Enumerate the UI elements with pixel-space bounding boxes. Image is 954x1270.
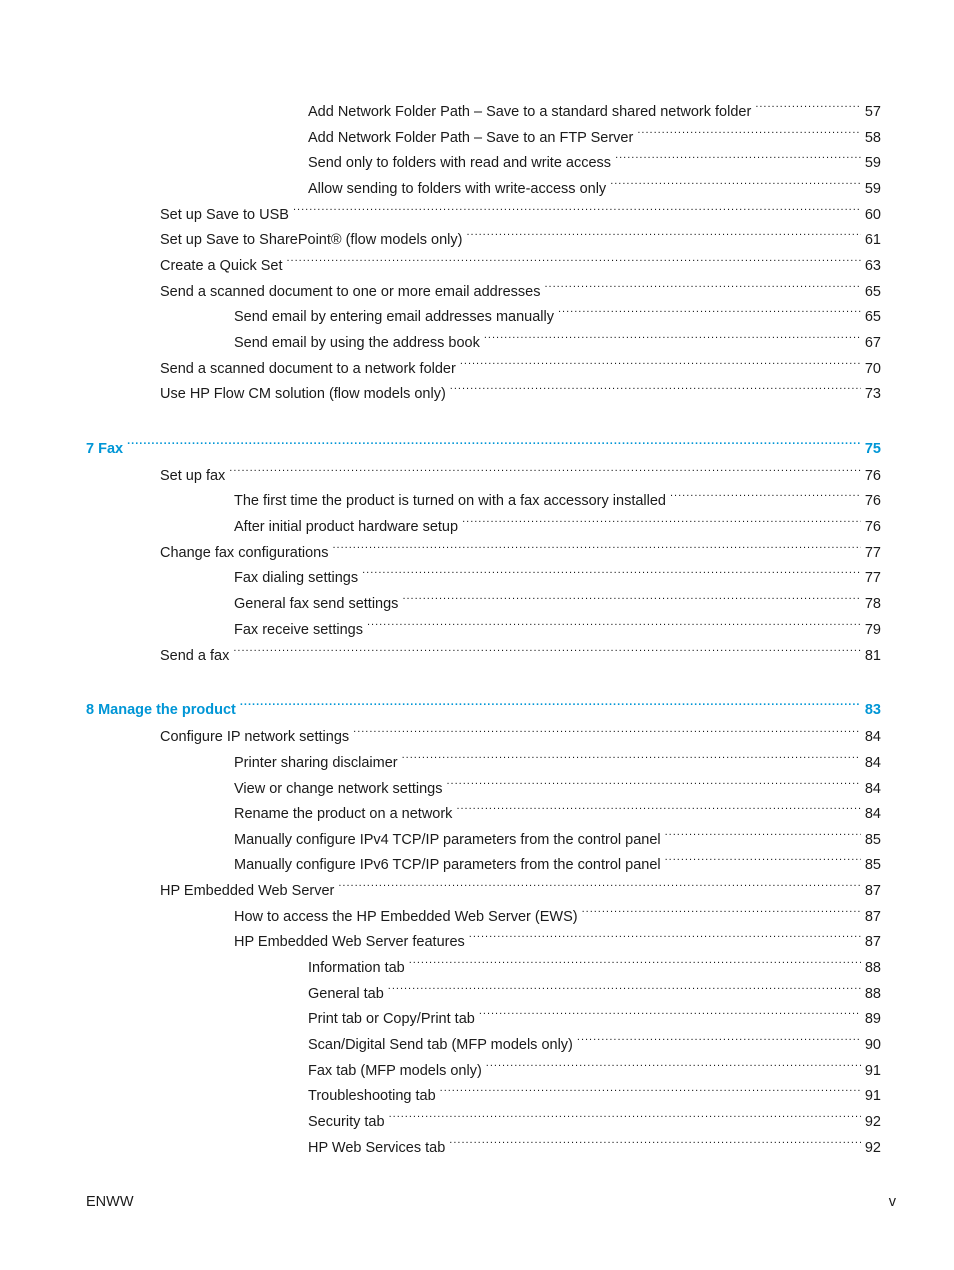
- toc-entry[interactable]: [234, 798, 881, 822]
- toc-entry-title: After initial product hardware setup: [234, 519, 459, 535]
- toc-page-number: 75: [864, 441, 881, 457]
- dot-leader: [484, 327, 861, 347]
- toc-page-number: 84: [864, 781, 881, 797]
- toc-page-number: 87: [864, 909, 881, 925]
- toc-entry-title: How to access the HP Embedded Web Server (EWS): [234, 909, 578, 925]
- dot-leader: [402, 747, 861, 767]
- toc-entry-title: Send a scanned document to a network folder: [160, 361, 456, 377]
- toc-entry[interactable]: [234, 849, 881, 873]
- dot-leader: [332, 537, 860, 557]
- toc-page-number: 67: [864, 335, 881, 351]
- dot-leader: [388, 978, 861, 998]
- toc-page-number: 79: [864, 622, 881, 638]
- toc-entry[interactable]: [160, 199, 881, 223]
- dot-leader: [450, 378, 861, 398]
- footer-page-number: v: [888, 1194, 896, 1210]
- toc-page-number: 84: [864, 755, 881, 771]
- toc-page-number: 59: [864, 155, 881, 171]
- toc-page-number: 77: [864, 545, 881, 561]
- toc-entry-title: Manually configure IPv6 TCP/IP parameters from the control panel: [234, 857, 661, 873]
- dot-leader: [755, 96, 861, 116]
- toc-chapter-entry[interactable]: [86, 694, 881, 718]
- dot-leader: [449, 1132, 861, 1152]
- toc-entry[interactable]: [308, 1055, 881, 1079]
- toc-entry-title: Printer sharing disclaimer: [234, 755, 398, 771]
- toc-entry-title: Fax tab (MFP models only): [308, 1063, 482, 1079]
- toc-page-number: 65: [864, 309, 881, 325]
- dot-leader: [233, 640, 861, 660]
- toc-entry[interactable]: [234, 773, 881, 797]
- toc-page-number: 84: [864, 729, 881, 745]
- toc-page-number: 60: [864, 207, 881, 223]
- dot-leader: [402, 588, 860, 608]
- toc-entry-title: Add Network Folder Path – Save to a standard shared network folder: [308, 104, 752, 120]
- toc-entry-title: Scan/Digital Send tab (MFP models only): [308, 1037, 573, 1053]
- toc-page-number: 91: [864, 1063, 881, 1079]
- dot-leader: [665, 824, 861, 844]
- toc-entry-title: HP Embedded Web Server features: [234, 934, 465, 950]
- dot-leader: [229, 460, 861, 480]
- toc-entry-title: Send only to folders with read and write access: [308, 155, 612, 171]
- toc-entry-title: Fax dialing settings: [234, 570, 359, 586]
- dot-leader: [362, 562, 861, 582]
- toc-entry-title: Send a scanned document to one or more email addresses: [160, 284, 541, 300]
- toc-entry[interactable]: [234, 301, 881, 325]
- toc-entry[interactable]: [234, 588, 881, 612]
- toc-entry[interactable]: [234, 824, 881, 848]
- toc-page-number: 85: [864, 857, 881, 873]
- toc-page-number: 70: [864, 361, 881, 377]
- toc-entry-title: Change fax configurations: [160, 545, 329, 561]
- dot-leader: [127, 433, 861, 453]
- toc-entry-title: Set up Save to USB: [160, 207, 289, 223]
- dot-leader: [240, 694, 861, 714]
- dot-leader: [287, 250, 861, 270]
- toc-entry[interactable]: [160, 224, 881, 248]
- dot-leader: [615, 147, 861, 167]
- toc-page-number: 58: [864, 130, 881, 146]
- toc-page-number: 91: [864, 1088, 881, 1104]
- toc-page-number: 90: [864, 1037, 881, 1053]
- toc-page-number: 76: [864, 468, 881, 484]
- toc-page-number: 61: [864, 232, 881, 248]
- toc-entry-title: Configure IP network settings: [160, 729, 350, 745]
- toc-entry-title: Security tab: [308, 1114, 385, 1130]
- toc-entry-title: Set up fax: [160, 468, 226, 484]
- toc-page-number: 87: [864, 934, 881, 950]
- toc-entry[interactable]: [234, 327, 881, 351]
- toc-page-number: 88: [864, 986, 881, 1002]
- toc-entry-title: Troubleshooting tab: [308, 1088, 436, 1104]
- toc-page-number: 76: [864, 493, 881, 509]
- dot-leader: [466, 224, 860, 244]
- toc-entry-title: Send email by using the address book: [234, 335, 480, 351]
- toc-entry-title: Allow sending to folders with write-access only: [308, 181, 607, 197]
- toc-entry-title: The first time the product is turned on with a fax accessory installed: [234, 493, 666, 509]
- toc-entry-title: View or change network settings: [234, 781, 443, 797]
- toc-entry[interactable]: [234, 747, 881, 771]
- toc-entry[interactable]: [234, 926, 881, 950]
- dot-leader: [582, 901, 861, 921]
- toc-entry[interactable]: [160, 875, 881, 899]
- toc-entry[interactable]: [160, 250, 881, 274]
- toc-page-number: 83: [864, 702, 881, 718]
- toc-entry-title: Fax receive settings: [234, 622, 363, 638]
- toc-entry-title: HP Embedded Web Server: [160, 883, 335, 899]
- toc-entry[interactable]: [308, 1003, 881, 1027]
- toc-entry[interactable]: [308, 978, 881, 1002]
- toc-page-number: 65: [864, 284, 881, 300]
- dot-leader: [462, 511, 861, 531]
- toc-entry[interactable]: [234, 614, 881, 638]
- dot-leader: [469, 926, 861, 946]
- dot-leader: [367, 614, 861, 634]
- toc-entry[interactable]: [308, 1132, 881, 1156]
- toc-entry[interactable]: [234, 901, 881, 925]
- toc-page-number: 76: [864, 519, 881, 535]
- toc-entry[interactable]: [308, 1080, 881, 1104]
- dot-leader: [456, 798, 860, 818]
- toc-entry-title: General tab: [308, 986, 384, 1002]
- toc-entry[interactable]: [160, 721, 881, 745]
- dot-leader: [577, 1029, 861, 1049]
- toc-entry-title: Rename the product on a network: [234, 806, 453, 822]
- toc-entry-title: 7 Fax: [86, 441, 124, 457]
- toc-entry[interactable]: [160, 378, 881, 402]
- toc-page-number: 63: [864, 258, 881, 274]
- toc-entry[interactable]: [308, 173, 881, 197]
- toc-page-number: 92: [864, 1140, 881, 1156]
- toc-entry-title: Print tab or Copy/Print tab: [308, 1011, 475, 1027]
- dot-leader: [665, 849, 861, 869]
- toc-page-number: 88: [864, 960, 881, 976]
- toc-entry[interactable]: [308, 1106, 881, 1130]
- dot-leader: [558, 301, 861, 321]
- toc-entry-title: 8 Manage the product: [86, 702, 236, 718]
- toc-entry-title: HP Web Services tab: [308, 1140, 446, 1156]
- dot-leader: [670, 485, 861, 505]
- toc-entry-title: Add Network Folder Path – Save to an FTP Server: [308, 130, 634, 146]
- toc-page-number: 85: [864, 832, 881, 848]
- dot-leader: [440, 1080, 861, 1100]
- dot-leader: [544, 276, 860, 296]
- toc-entry[interactable]: [308, 122, 881, 146]
- dot-leader: [447, 773, 861, 793]
- dot-leader: [293, 199, 861, 219]
- toc-entry[interactable]: [234, 562, 881, 586]
- toc-entry[interactable]: [234, 485, 881, 509]
- dot-leader: [486, 1055, 861, 1075]
- toc-page-number: 81: [864, 648, 881, 664]
- dot-leader: [338, 875, 860, 895]
- dot-leader: [479, 1003, 861, 1023]
- toc-chapter-entry[interactable]: [86, 433, 881, 457]
- toc-entry[interactable]: [160, 537, 881, 561]
- toc-page-number: 73: [864, 386, 881, 402]
- dot-leader: [353, 721, 861, 741]
- toc-entry[interactable]: [160, 640, 881, 664]
- toc-entry[interactable]: [160, 460, 881, 484]
- toc-entry-title: Use HP Flow CM solution (flow models only): [160, 386, 446, 402]
- toc-page-number: 78: [864, 596, 881, 612]
- dot-leader: [460, 353, 861, 373]
- toc-entry-title: Send a fax: [160, 648, 230, 664]
- toc-entry-title: Manually configure IPv4 TCP/IP parameters from the control panel: [234, 832, 661, 848]
- toc-entry[interactable]: [160, 353, 881, 377]
- dot-leader: [637, 122, 861, 142]
- toc-entry[interactable]: [160, 276, 881, 300]
- toc-page-number: 57: [864, 104, 881, 120]
- toc-entry-title: Information tab: [308, 960, 405, 976]
- toc-page-number: 77: [864, 570, 881, 586]
- toc-entry-title: General fax send settings: [234, 596, 399, 612]
- toc-entry-title: Send email by entering email addresses manually: [234, 309, 554, 325]
- toc-entry[interactable]: [308, 1029, 881, 1053]
- dot-leader: [389, 1106, 861, 1126]
- toc-entry[interactable]: [234, 511, 881, 535]
- dot-leader: [409, 952, 861, 972]
- dot-leader: [610, 173, 861, 193]
- toc-page-number: 87: [864, 883, 881, 899]
- toc-entry[interactable]: [308, 952, 881, 976]
- toc-page-number: 84: [864, 806, 881, 822]
- toc-page-number: 92: [864, 1114, 881, 1130]
- toc-entry-title: Set up Save to SharePoint® (flow models only): [160, 232, 463, 248]
- toc-page-number: 89: [864, 1011, 881, 1027]
- toc-entry[interactable]: [308, 147, 881, 171]
- toc-page-number: 59: [864, 181, 881, 197]
- toc-entry[interactable]: [308, 96, 881, 120]
- toc-entry-title: Create a Quick Set: [160, 258, 283, 274]
- footer-left-text: ENWW: [86, 1194, 134, 1210]
